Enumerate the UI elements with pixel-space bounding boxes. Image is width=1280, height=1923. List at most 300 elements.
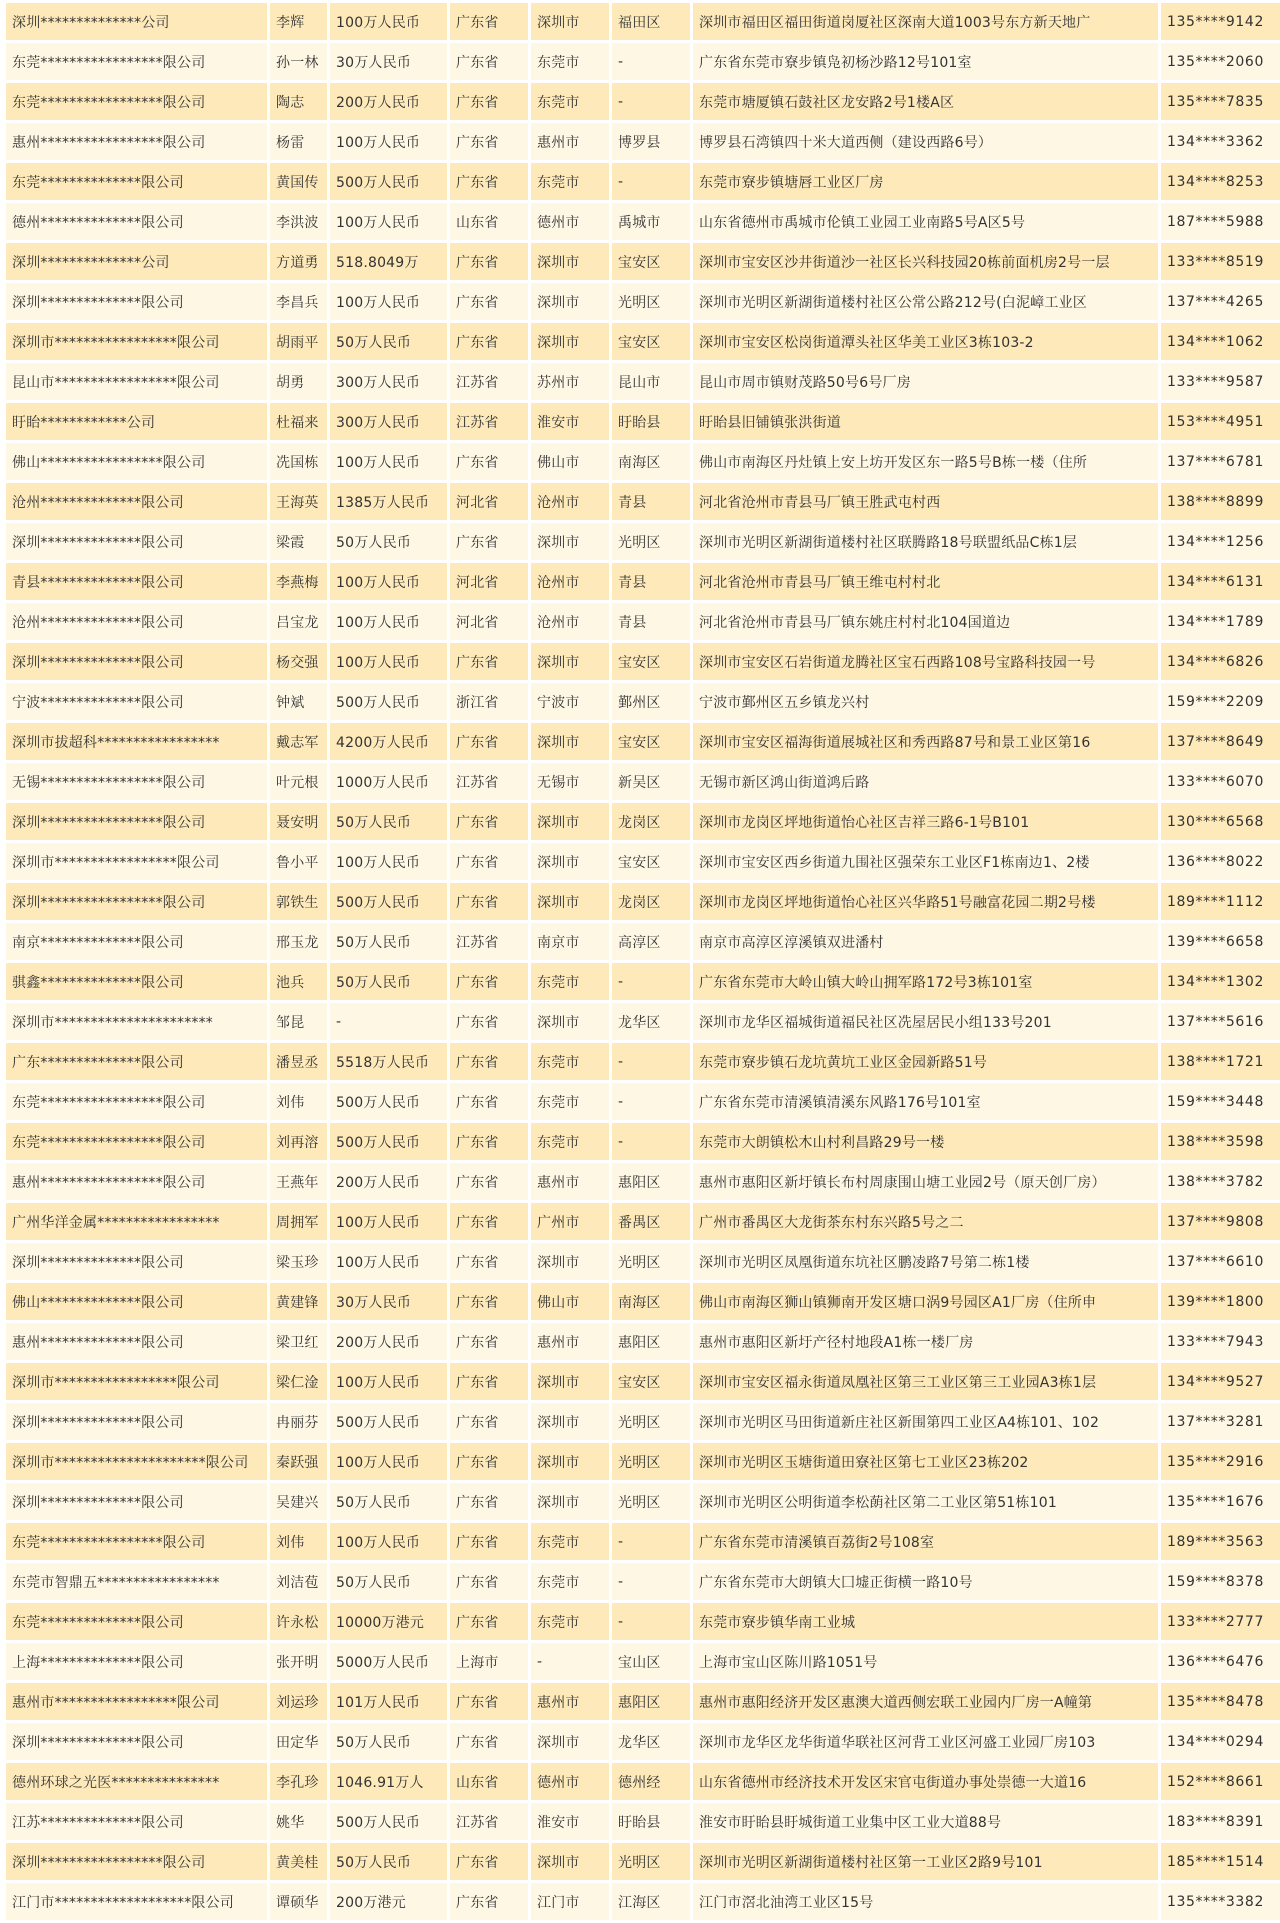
city-cell: 东莞市 bbox=[531, 1563, 609, 1600]
table-row bbox=[6, 1283, 1280, 1320]
phone-cell: 159****8378 bbox=[1161, 1563, 1280, 1600]
city-cell: 东莞市 bbox=[531, 963, 609, 1000]
province-cell: 广东省 bbox=[450, 1603, 528, 1640]
company-name-cell: 佛山**************限公司 bbox=[6, 1283, 267, 1320]
company-name-cell: 深圳**************限公司 bbox=[6, 1483, 267, 1520]
table-row bbox=[6, 1883, 1280, 1920]
contact-name-cell: 杜福来 bbox=[270, 403, 327, 440]
company-name-cell: 深圳**************限公司 bbox=[6, 283, 267, 320]
city-cell: 德州市 bbox=[531, 1763, 609, 1800]
address-cell: 深圳市宝安区福永街道凤凰社区第三工业区第三工业园A3栋1层 bbox=[693, 1363, 1158, 1400]
phone-cell: 134****6131 bbox=[1161, 563, 1280, 600]
address-cell: 惠州市惠阳区新圩镇长布村周康围山塘工业园2号（原天创厂房） bbox=[693, 1163, 1158, 1200]
registered-capital-cell: 100万人民币 bbox=[330, 603, 447, 640]
registered-capital-cell: 100万人民币 bbox=[330, 643, 447, 680]
district-cell: 青县 bbox=[612, 483, 690, 520]
company-name-cell: 南京**************限公司 bbox=[6, 923, 267, 960]
city-cell: 深圳市 bbox=[531, 883, 609, 920]
province-cell: 广东省 bbox=[450, 3, 528, 40]
table-row bbox=[6, 403, 1280, 440]
district-cell: 龙华区 bbox=[612, 1003, 690, 1040]
company-name-cell: 无锡*****************限公司 bbox=[6, 763, 267, 800]
city-cell: 东莞市 bbox=[531, 1043, 609, 1080]
company-name-cell: 惠州*****************限公司 bbox=[6, 123, 267, 160]
city-cell: 深圳市 bbox=[531, 1243, 609, 1280]
phone-cell: 189****1112 bbox=[1161, 883, 1280, 920]
district-cell: 高淳区 bbox=[612, 923, 690, 960]
registered-capital-cell: 10000万港元 bbox=[330, 1603, 447, 1640]
district-cell: 南海区 bbox=[612, 443, 690, 480]
table-row bbox=[6, 43, 1280, 80]
province-cell: 广东省 bbox=[450, 1203, 528, 1240]
table-row bbox=[6, 163, 1280, 200]
registered-capital-cell: 100万人民币 bbox=[330, 1203, 447, 1240]
district-cell: 新吴区 bbox=[612, 763, 690, 800]
phone-cell: 134****3362 bbox=[1161, 123, 1280, 160]
city-cell: 深圳市 bbox=[531, 1003, 609, 1040]
contact-name-cell: 梁玉珍 bbox=[270, 1243, 327, 1280]
district-cell: - bbox=[612, 1603, 690, 1640]
company-name-cell: 深圳**************公司 bbox=[6, 243, 267, 280]
contact-name-cell: 许永松 bbox=[270, 1603, 327, 1640]
contact-name-cell: 黄国传 bbox=[270, 163, 327, 200]
city-cell: 宁波市 bbox=[531, 683, 609, 720]
city-cell: 深圳市 bbox=[531, 723, 609, 760]
address-cell: 淮安市盱眙县盱城街道工业集中区工业大道88号 bbox=[693, 1803, 1158, 1840]
district-cell: 江海区 bbox=[612, 1883, 690, 1920]
province-cell: 广东省 bbox=[450, 1403, 528, 1440]
phone-cell: 136****8022 bbox=[1161, 843, 1280, 880]
city-cell: 沧州市 bbox=[531, 483, 609, 520]
company-name-cell: 东莞市智鼎五***************** bbox=[6, 1563, 267, 1600]
district-cell: 宝安区 bbox=[612, 843, 690, 880]
table-row bbox=[6, 1763, 1280, 1800]
province-cell: 广东省 bbox=[450, 43, 528, 80]
contact-name-cell: 田定华 bbox=[270, 1723, 327, 1760]
district-cell: 番禺区 bbox=[612, 1203, 690, 1240]
registered-capital-cell: 100万人民币 bbox=[330, 203, 447, 240]
contact-name-cell: 叶元根 bbox=[270, 763, 327, 800]
contact-name-cell: 冼国栋 bbox=[270, 443, 327, 480]
table-row bbox=[6, 1563, 1280, 1600]
contact-name-cell: 刘洁苞 bbox=[270, 1563, 327, 1600]
company-name-cell: 深圳市********************** bbox=[6, 1003, 267, 1040]
district-cell: - bbox=[612, 963, 690, 1000]
contact-name-cell: 杨交强 bbox=[270, 643, 327, 680]
city-cell: 沧州市 bbox=[531, 603, 609, 640]
province-cell: 广东省 bbox=[450, 1843, 528, 1880]
phone-cell: 187****5988 bbox=[1161, 203, 1280, 240]
company-name-cell: 上海**************限公司 bbox=[6, 1643, 267, 1680]
phone-cell: 138****3782 bbox=[1161, 1163, 1280, 1200]
address-cell: 昆山市周市镇财茂路50号6号厂房 bbox=[693, 363, 1158, 400]
table-row bbox=[6, 883, 1280, 920]
address-cell: 广东省东莞市大岭山镇大岭山拥军路172号3栋101室 bbox=[693, 963, 1158, 1000]
contact-name-cell: 刘再溶 bbox=[270, 1123, 327, 1160]
province-cell: 上海市 bbox=[450, 1643, 528, 1680]
registered-capital-cell: 100万人民币 bbox=[330, 443, 447, 480]
table-row bbox=[6, 603, 1280, 640]
company-name-cell: 东莞**************限公司 bbox=[6, 1603, 267, 1640]
city-cell: 深圳市 bbox=[531, 1723, 609, 1760]
province-cell: 广东省 bbox=[450, 643, 528, 680]
address-cell: 深圳市光明区马田街道新庄社区新围第四工业区A4栋101、102 bbox=[693, 1403, 1158, 1440]
company-name-cell: 宁波**************限公司 bbox=[6, 683, 267, 720]
registered-capital-cell: 30万人民币 bbox=[330, 1283, 447, 1320]
table-row bbox=[6, 123, 1280, 160]
phone-cell: 139****6658 bbox=[1161, 923, 1280, 960]
district-cell: - bbox=[612, 83, 690, 120]
company-name-cell: 东莞*****************限公司 bbox=[6, 83, 267, 120]
province-cell: 江苏省 bbox=[450, 363, 528, 400]
province-cell: 广东省 bbox=[450, 1563, 528, 1600]
table-row bbox=[6, 1443, 1280, 1480]
province-cell: 江苏省 bbox=[450, 923, 528, 960]
address-cell: 广东省东莞市寮步镇凫初杨沙路12号101室 bbox=[693, 43, 1158, 80]
company-name-cell: 青县**************限公司 bbox=[6, 563, 267, 600]
address-cell: 广东省东莞市清溪镇百荔街2号108室 bbox=[693, 1523, 1158, 1560]
province-cell: 广东省 bbox=[450, 1523, 528, 1560]
company-name-cell: 江门市*******************限公司 bbox=[6, 1883, 267, 1920]
table-row bbox=[6, 363, 1280, 400]
table-row bbox=[6, 723, 1280, 760]
district-cell: 盱眙县 bbox=[612, 1803, 690, 1840]
district-cell: 青县 bbox=[612, 563, 690, 600]
contact-name-cell: 刘伟 bbox=[270, 1083, 327, 1120]
phone-cell: 138****3598 bbox=[1161, 1123, 1280, 1160]
district-cell: 宝安区 bbox=[612, 1363, 690, 1400]
company-name-cell: 深圳市*****************限公司 bbox=[6, 1363, 267, 1400]
district-cell: 惠阳区 bbox=[612, 1323, 690, 1360]
province-cell: 广东省 bbox=[450, 1283, 528, 1320]
company-name-cell: 骐鑫**************限公司 bbox=[6, 963, 267, 1000]
district-cell: - bbox=[612, 1043, 690, 1080]
phone-cell: 189****3563 bbox=[1161, 1523, 1280, 1560]
district-cell: 昆山市 bbox=[612, 363, 690, 400]
province-cell: 广东省 bbox=[450, 323, 528, 360]
contact-name-cell: 李昌兵 bbox=[270, 283, 327, 320]
table-row bbox=[6, 803, 1280, 840]
city-cell: 淮安市 bbox=[531, 1803, 609, 1840]
city-cell: 东莞市 bbox=[531, 1083, 609, 1120]
province-cell: 江苏省 bbox=[450, 403, 528, 440]
address-cell: 东莞市寮步镇塘唇工业区厂房 bbox=[693, 163, 1158, 200]
registered-capital-cell: 100万人民币 bbox=[330, 1363, 447, 1400]
address-cell: 深圳市光明区玉塘街道田寮社区第七工业区23栋202 bbox=[693, 1443, 1158, 1480]
contact-name-cell: 李燕梅 bbox=[270, 563, 327, 600]
company-name-cell: 深圳**************限公司 bbox=[6, 523, 267, 560]
table-row bbox=[6, 443, 1280, 480]
company-name-cell: 深圳市*********************限公司 bbox=[6, 1443, 267, 1480]
district-cell: - bbox=[612, 1523, 690, 1560]
address-cell: 东莞市寮步镇石龙坑黄坑工业区金园新路51号 bbox=[693, 1043, 1158, 1080]
registered-capital-cell: 200万人民币 bbox=[330, 83, 447, 120]
company-name-cell: 深圳市*****************限公司 bbox=[6, 843, 267, 880]
province-cell: 广东省 bbox=[450, 523, 528, 560]
province-cell: 广东省 bbox=[450, 1163, 528, 1200]
phone-cell: 135****1676 bbox=[1161, 1483, 1280, 1520]
province-cell: 广东省 bbox=[450, 1363, 528, 1400]
contact-name-cell: 孙一林 bbox=[270, 43, 327, 80]
phone-cell: 159****3448 bbox=[1161, 1083, 1280, 1120]
registered-capital-cell: 1046.91万人 bbox=[330, 1763, 447, 1800]
contact-name-cell: 郭铁生 bbox=[270, 883, 327, 920]
contact-name-cell: 吕宝龙 bbox=[270, 603, 327, 640]
contact-name-cell: 李孔珍 bbox=[270, 1763, 327, 1800]
address-cell: 深圳市龙岗区坪地街道怡心社区吉祥三路6-1号B101 bbox=[693, 803, 1158, 840]
company-name-cell: 广东**************限公司 bbox=[6, 1043, 267, 1080]
city-cell: 深圳市 bbox=[531, 283, 609, 320]
phone-cell: 152****8661 bbox=[1161, 1763, 1280, 1800]
company-name-cell: 东莞*****************限公司 bbox=[6, 43, 267, 80]
city-cell: 深圳市 bbox=[531, 1483, 609, 1520]
table-row bbox=[6, 1723, 1280, 1760]
table-row bbox=[6, 1603, 1280, 1640]
city-cell: 东莞市 bbox=[531, 1123, 609, 1160]
province-cell: 山东省 bbox=[450, 1763, 528, 1800]
province-cell: 广东省 bbox=[450, 1123, 528, 1160]
registered-capital-cell: 100万人民币 bbox=[330, 843, 447, 880]
registered-capital-cell: 50万人民币 bbox=[330, 1483, 447, 1520]
district-cell: 惠阳区 bbox=[612, 1163, 690, 1200]
city-cell: 沧州市 bbox=[531, 563, 609, 600]
city-cell: 深圳市 bbox=[531, 1363, 609, 1400]
contact-name-cell: 李辉 bbox=[270, 3, 327, 40]
table-row bbox=[6, 1043, 1280, 1080]
company-name-cell: 深圳*****************限公司 bbox=[6, 883, 267, 920]
city-cell: 东莞市 bbox=[531, 1523, 609, 1560]
contact-name-cell: 胡雨平 bbox=[270, 323, 327, 360]
address-cell: 深圳市光明区新湖街道楼村社区第一工业区2路9号101 bbox=[693, 1843, 1158, 1880]
city-cell: 佛山市 bbox=[531, 1283, 609, 1320]
phone-cell: 137****8649 bbox=[1161, 723, 1280, 760]
phone-cell: 137****3281 bbox=[1161, 1403, 1280, 1440]
registered-capital-cell: 1385万人民币 bbox=[330, 483, 447, 520]
company-name-cell: 深圳**************限公司 bbox=[6, 1243, 267, 1280]
district-cell: 盱眙县 bbox=[612, 403, 690, 440]
phone-cell: 135****2916 bbox=[1161, 1443, 1280, 1480]
company-name-cell: 深圳*****************限公司 bbox=[6, 803, 267, 840]
phone-cell: 185****1514 bbox=[1161, 1843, 1280, 1880]
district-cell: 宝安区 bbox=[612, 323, 690, 360]
province-cell: 广东省 bbox=[450, 1083, 528, 1120]
table-row bbox=[6, 1523, 1280, 1560]
table-row bbox=[6, 1803, 1280, 1840]
province-cell: 广东省 bbox=[450, 1003, 528, 1040]
district-cell: 福田区 bbox=[612, 3, 690, 40]
district-cell: 惠阳区 bbox=[612, 1683, 690, 1720]
registered-capital-cell: 50万人民币 bbox=[330, 1723, 447, 1760]
province-cell: 广东省 bbox=[450, 723, 528, 760]
contact-name-cell: 池兵 bbox=[270, 963, 327, 1000]
registered-capital-cell: 101万人民币 bbox=[330, 1683, 447, 1720]
registered-capital-cell: 500万人民币 bbox=[330, 1403, 447, 1440]
registered-capital-cell: 50万人民币 bbox=[330, 523, 447, 560]
province-cell: 广东省 bbox=[450, 1243, 528, 1280]
company-name-cell: 深圳**************限公司 bbox=[6, 1403, 267, 1440]
registered-capital-cell: 500万人民币 bbox=[330, 1083, 447, 1120]
registered-capital-cell: 100万人民币 bbox=[330, 123, 447, 160]
registered-capital-cell: 300万人民币 bbox=[330, 403, 447, 440]
district-cell: - bbox=[612, 163, 690, 200]
address-cell: 宁波市鄞州区五乡镇龙兴村 bbox=[693, 683, 1158, 720]
district-cell: 龙华区 bbox=[612, 1723, 690, 1760]
address-cell: 广东省东莞市清溪镇清溪东风路176号101室 bbox=[693, 1083, 1158, 1120]
district-cell: 青县 bbox=[612, 603, 690, 640]
district-cell: 光明区 bbox=[612, 1843, 690, 1880]
registered-capital-cell: 100万人民币 bbox=[330, 3, 447, 40]
registered-capital-cell: 500万人民币 bbox=[330, 683, 447, 720]
province-cell: 浙江省 bbox=[450, 683, 528, 720]
contact-name-cell: 戴志军 bbox=[270, 723, 327, 760]
address-cell: 河北省沧州市青县马厂镇东姚庄村村北104国道边 bbox=[693, 603, 1158, 640]
city-cell: 深圳市 bbox=[531, 643, 609, 680]
registered-capital-cell: - bbox=[330, 1003, 447, 1040]
phone-cell: 135****9142 bbox=[1161, 3, 1280, 40]
city-cell: 德州市 bbox=[531, 203, 609, 240]
district-cell: 博罗县 bbox=[612, 123, 690, 160]
province-cell: 广东省 bbox=[450, 443, 528, 480]
company-name-cell: 沧州**************限公司 bbox=[6, 483, 267, 520]
company-name-cell: 深圳*****************限公司 bbox=[6, 1843, 267, 1880]
table-row bbox=[6, 763, 1280, 800]
contact-name-cell: 王燕年 bbox=[270, 1163, 327, 1200]
address-cell: 深圳市宝安区西乡街道九围社区强荣东工业区F1栋南边1、2楼 bbox=[693, 843, 1158, 880]
address-cell: 惠州市惠阳经济开发区惠澳大道西侧宏联工业园内厂房一A幢第 bbox=[693, 1683, 1158, 1720]
company-name-cell: 深圳市*****************限公司 bbox=[6, 323, 267, 360]
table-body bbox=[6, 3, 1280, 1920]
registered-capital-cell: 518.8049万 bbox=[330, 243, 447, 280]
address-cell: 深圳市龙岗区坪地街道怡心社区兴华路51号融富花园二期2号楼 bbox=[693, 883, 1158, 920]
registered-capital-cell: 4200万人民币 bbox=[330, 723, 447, 760]
province-cell: 广东省 bbox=[450, 1483, 528, 1520]
company-name-cell: 惠州*****************限公司 bbox=[6, 1163, 267, 1200]
registered-capital-cell: 100万人民币 bbox=[330, 563, 447, 600]
phone-cell: 137****4265 bbox=[1161, 283, 1280, 320]
company-name-cell: 深圳**************限公司 bbox=[6, 1723, 267, 1760]
company-name-cell: 东莞*****************限公司 bbox=[6, 1523, 267, 1560]
contact-name-cell: 杨雷 bbox=[270, 123, 327, 160]
province-cell: 河北省 bbox=[450, 603, 528, 640]
table-row bbox=[6, 1643, 1280, 1680]
phone-cell: 134****1302 bbox=[1161, 963, 1280, 1000]
province-cell: 广东省 bbox=[450, 963, 528, 1000]
city-cell: 东莞市 bbox=[531, 1603, 609, 1640]
province-cell: 广东省 bbox=[450, 1323, 528, 1360]
phone-cell: 137****9808 bbox=[1161, 1203, 1280, 1240]
registered-capital-cell: 50万人民币 bbox=[330, 1843, 447, 1880]
contact-name-cell: 钟斌 bbox=[270, 683, 327, 720]
phone-cell: 183****8391 bbox=[1161, 1803, 1280, 1840]
province-cell: 广东省 bbox=[450, 83, 528, 120]
district-cell: - bbox=[612, 43, 690, 80]
city-cell: 南京市 bbox=[531, 923, 609, 960]
city-cell: - bbox=[531, 1643, 609, 1680]
address-cell: 南京市高淳区淳溪镇双进潘村 bbox=[693, 923, 1158, 960]
table-row bbox=[6, 3, 1280, 40]
district-cell: 宝山区 bbox=[612, 1643, 690, 1680]
city-cell: 佛山市 bbox=[531, 443, 609, 480]
registered-capital-cell: 50万人民币 bbox=[330, 923, 447, 960]
registered-capital-cell: 50万人民币 bbox=[330, 803, 447, 840]
company-name-cell: 深圳**************公司 bbox=[6, 3, 267, 40]
phone-cell: 136****6476 bbox=[1161, 1643, 1280, 1680]
registered-capital-cell: 100万人民币 bbox=[330, 1443, 447, 1480]
company-name-cell: 昆山市*****************限公司 bbox=[6, 363, 267, 400]
contact-name-cell: 黄建锋 bbox=[270, 1283, 327, 1320]
address-cell: 东莞市塘厦镇石鼓社区龙安路2号1楼A区 bbox=[693, 83, 1158, 120]
phone-cell: 134****9527 bbox=[1161, 1363, 1280, 1400]
contact-name-cell: 胡勇 bbox=[270, 363, 327, 400]
registered-capital-cell: 50万人民币 bbox=[330, 323, 447, 360]
contact-name-cell: 刘伟 bbox=[270, 1523, 327, 1560]
contact-name-cell: 方道勇 bbox=[270, 243, 327, 280]
contact-name-cell: 张开明 bbox=[270, 1643, 327, 1680]
contact-name-cell: 刘运珍 bbox=[270, 1683, 327, 1720]
address-cell: 深圳市宝安区石岩街道龙腾社区宝石西路108号宝路科技园一号 bbox=[693, 643, 1158, 680]
phone-cell: 135****7835 bbox=[1161, 83, 1280, 120]
company-name-cell: 沧州**************限公司 bbox=[6, 603, 267, 640]
province-cell: 广东省 bbox=[450, 1883, 528, 1920]
district-cell: 光明区 bbox=[612, 1243, 690, 1280]
address-cell: 上海市宝山区陈川路1051号 bbox=[693, 1643, 1158, 1680]
table-row bbox=[6, 1483, 1280, 1520]
company-table bbox=[3, 0, 1280, 1923]
table-row bbox=[6, 1403, 1280, 1440]
address-cell: 东莞市大朗镇松木山村利昌路29号一楼 bbox=[693, 1123, 1158, 1160]
contact-name-cell: 姚华 bbox=[270, 1803, 327, 1840]
phone-cell: 137****5616 bbox=[1161, 1003, 1280, 1040]
city-cell: 广州市 bbox=[531, 1203, 609, 1240]
address-cell: 河北省沧州市青县马厂镇王胜武屯村西 bbox=[693, 483, 1158, 520]
contact-name-cell: 梁霞 bbox=[270, 523, 327, 560]
district-cell: 光明区 bbox=[612, 1443, 690, 1480]
table-row bbox=[6, 243, 1280, 280]
district-cell: 光明区 bbox=[612, 1403, 690, 1440]
district-cell: - bbox=[612, 1083, 690, 1120]
province-cell: 江苏省 bbox=[450, 763, 528, 800]
table-row bbox=[6, 683, 1280, 720]
province-cell: 江苏省 bbox=[450, 1803, 528, 1840]
registered-capital-cell: 500万人民币 bbox=[330, 883, 447, 920]
contact-name-cell: 鲁小平 bbox=[270, 843, 327, 880]
phone-cell: 134****1256 bbox=[1161, 523, 1280, 560]
city-cell: 惠州市 bbox=[531, 123, 609, 160]
province-cell: 广东省 bbox=[450, 1723, 528, 1760]
table-row bbox=[6, 1203, 1280, 1240]
province-cell: 河北省 bbox=[450, 563, 528, 600]
company-name-cell: 惠州**************限公司 bbox=[6, 1323, 267, 1360]
registered-capital-cell: 200万港元 bbox=[330, 1883, 447, 1920]
table-row bbox=[6, 323, 1280, 360]
table-row bbox=[6, 563, 1280, 600]
table-row bbox=[6, 963, 1280, 1000]
company-name-cell: 佛山*****************限公司 bbox=[6, 443, 267, 480]
registered-capital-cell: 50万人民币 bbox=[330, 963, 447, 1000]
city-cell: 苏州市 bbox=[531, 363, 609, 400]
city-cell: 惠州市 bbox=[531, 1163, 609, 1200]
registered-capital-cell: 30万人民币 bbox=[330, 43, 447, 80]
district-cell: 光明区 bbox=[612, 1483, 690, 1520]
phone-cell: 137****6781 bbox=[1161, 443, 1280, 480]
address-cell: 河北省沧州市青县马厂镇王维屯村村北 bbox=[693, 563, 1158, 600]
address-cell: 佛山市南海区丹灶镇上安上坊开发区东一路5号B栋一楼（住所 bbox=[693, 443, 1158, 480]
table-row bbox=[6, 483, 1280, 520]
company-name-cell: 东莞*****************限公司 bbox=[6, 1123, 267, 1160]
address-cell: 无锡市新区鸿山街道鸿后路 bbox=[693, 763, 1158, 800]
city-cell: 惠州市 bbox=[531, 1683, 609, 1720]
company-name-cell: 惠州市*****************限公司 bbox=[6, 1683, 267, 1720]
